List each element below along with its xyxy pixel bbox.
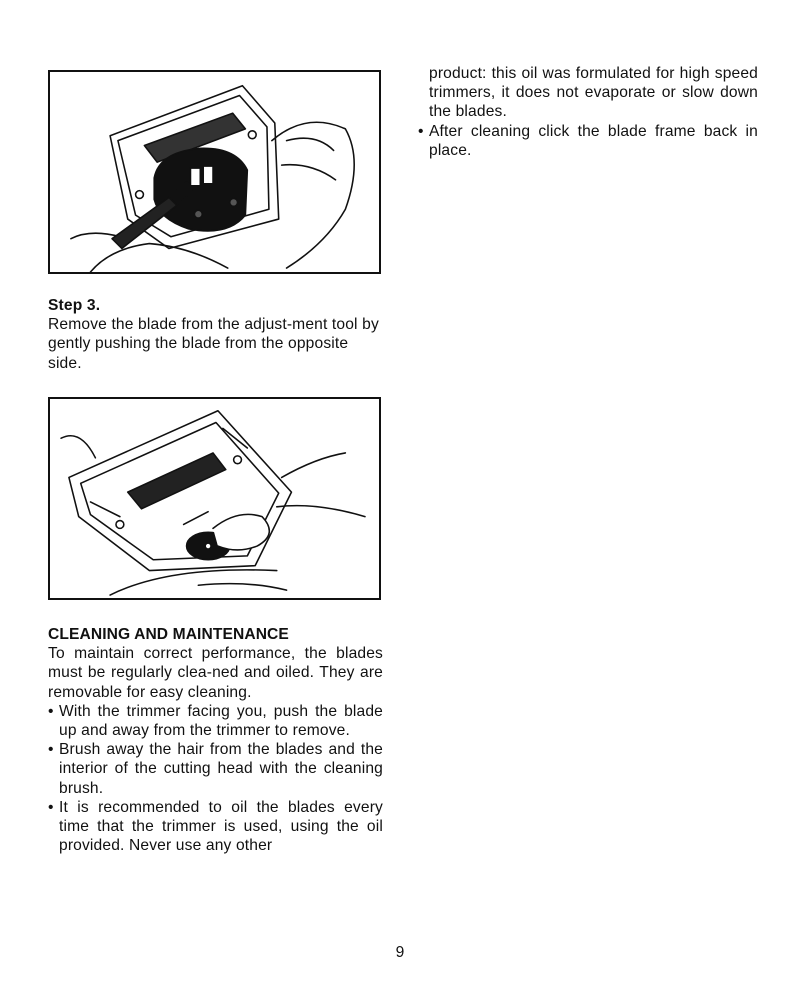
- figure-cleaning-brush: [48, 70, 381, 274]
- section-title: CLEANING AND MAINTENANCE: [48, 626, 289, 643]
- cleaning-intro: To maintain correct performance, the blades must be regularly clea-ned and oiled. They are removable for easy cleaning.: [48, 645, 383, 701]
- list-item: [48, 798, 383, 856]
- list-item-text: After cleaning click the blade frame back in place.: [429, 122, 758, 159]
- list-item: [48, 740, 383, 798]
- list-item: [48, 702, 383, 740]
- step-3-title: Step 3.: [48, 297, 101, 314]
- step-3: [48, 296, 383, 373]
- bullet-dot: •: [48, 741, 54, 759]
- cleaning-maintenance-section: [48, 625, 383, 855]
- list-item-continued: [418, 64, 758, 122]
- continued-column: [418, 64, 758, 160]
- blade-removal-illustration: [50, 399, 379, 598]
- list-item: [418, 122, 758, 160]
- list-item-text: Brush away the hair from the blades and the interior of the cutting head with the cleaning brush.: [59, 741, 383, 797]
- list-item-text: With the trimmer facing you, push the blade up and away from the trimmer to remove.: [59, 702, 383, 740]
- bullet-dot: •: [48, 702, 54, 720]
- continued-text: product: this oil was formulated for high speed trimmers, it does not evaporate or slow down the blades.: [429, 65, 758, 121]
- page-number: 9: [395, 944, 405, 961]
- step-3-body: Remove the blade from the adjust-ment tool by gently pushing the blade from the opposite side.: [48, 316, 379, 372]
- list-item-text: It is recommended to oil the blades every time that the trimmer is used, using the oil provided. Never use any other: [59, 798, 383, 855]
- brush-cleaning-illustration: [50, 72, 379, 272]
- bullet-dot: •: [48, 798, 54, 816]
- bullet-dot: •: [418, 122, 424, 140]
- figure-blade-removal: [48, 397, 381, 600]
